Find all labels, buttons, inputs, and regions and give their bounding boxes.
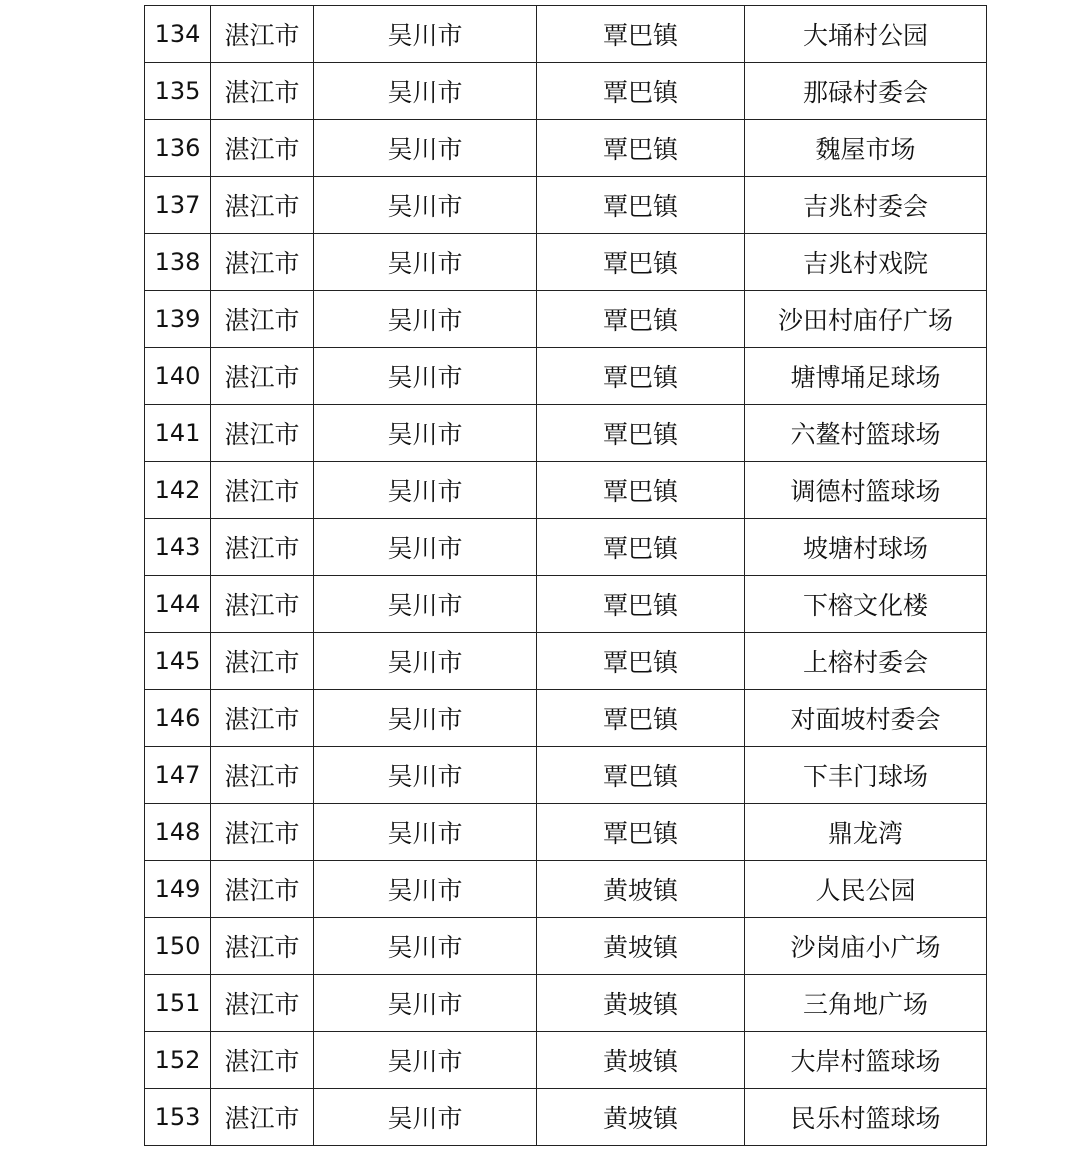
cell-city: 湛江市 <box>211 234 314 291</box>
cell-city: 湛江市 <box>211 1089 314 1146</box>
cell-town: 覃巴镇 <box>537 405 745 462</box>
cell-city: 湛江市 <box>211 690 314 747</box>
cell-site: 上榕村委会 <box>745 633 987 690</box>
table-row <box>145 519 987 576</box>
cell-city: 湛江市 <box>211 861 314 918</box>
cell-city: 湛江市 <box>211 1032 314 1089</box>
cell-site: 民乐村篮球场 <box>745 1089 987 1146</box>
cell-county: 吴川市 <box>314 1032 537 1089</box>
cell-number: 146 <box>145 690 211 747</box>
cell-town: 覃巴镇 <box>537 6 745 63</box>
cell-site: 那碌村委会 <box>745 63 987 120</box>
cell-city: 湛江市 <box>211 6 314 63</box>
cell-city: 湛江市 <box>211 291 314 348</box>
cell-city: 湛江市 <box>211 519 314 576</box>
cell-town: 覃巴镇 <box>537 120 745 177</box>
cell-site: 沙岗庙小广场 <box>745 918 987 975</box>
cell-town: 覃巴镇 <box>537 804 745 861</box>
table-row <box>145 690 987 747</box>
cell-city: 湛江市 <box>211 462 314 519</box>
cell-site: 坡塘村球场 <box>745 519 987 576</box>
table-row <box>145 6 987 63</box>
cell-county: 吴川市 <box>314 747 537 804</box>
table-row <box>145 120 987 177</box>
cell-town: 黄坡镇 <box>537 975 745 1032</box>
cell-county: 吴川市 <box>314 804 537 861</box>
cell-county: 吴川市 <box>314 576 537 633</box>
cell-county: 吴川市 <box>314 63 537 120</box>
cell-town: 覃巴镇 <box>537 291 745 348</box>
cell-number: 143 <box>145 519 211 576</box>
cell-city: 湛江市 <box>211 633 314 690</box>
cell-town: 覃巴镇 <box>537 576 745 633</box>
cell-number: 151 <box>145 975 211 1032</box>
cell-county: 吴川市 <box>314 348 537 405</box>
cell-city: 湛江市 <box>211 63 314 120</box>
cell-number: 153 <box>145 1089 211 1146</box>
table-row <box>145 462 987 519</box>
cell-city: 湛江市 <box>211 804 314 861</box>
table-row <box>145 1089 987 1146</box>
cell-city: 湛江市 <box>211 120 314 177</box>
cell-town: 覃巴镇 <box>537 63 745 120</box>
cell-town: 覃巴镇 <box>537 519 745 576</box>
cell-number: 135 <box>145 63 211 120</box>
cell-city: 湛江市 <box>211 747 314 804</box>
cell-county: 吴川市 <box>314 1089 537 1146</box>
cell-city: 湛江市 <box>211 918 314 975</box>
cell-number: 149 <box>145 861 211 918</box>
cell-number: 138 <box>145 234 211 291</box>
table-body <box>145 6 987 1146</box>
table-row <box>145 918 987 975</box>
cell-county: 吴川市 <box>314 975 537 1032</box>
cell-town: 覃巴镇 <box>537 177 745 234</box>
table-row <box>145 804 987 861</box>
cell-county: 吴川市 <box>314 690 537 747</box>
cell-county: 吴川市 <box>314 405 537 462</box>
cell-county: 吴川市 <box>314 519 537 576</box>
table-row <box>145 348 987 405</box>
cell-county: 吴川市 <box>314 633 537 690</box>
cell-site: 吉兆村委会 <box>745 177 987 234</box>
cell-town: 黄坡镇 <box>537 1089 745 1146</box>
cell-city: 湛江市 <box>211 975 314 1032</box>
table-row <box>145 861 987 918</box>
cell-site: 鼎龙湾 <box>745 804 987 861</box>
cell-site: 对面坡村委会 <box>745 690 987 747</box>
cell-town: 覃巴镇 <box>537 633 745 690</box>
cell-town: 覃巴镇 <box>537 348 745 405</box>
cell-number: 139 <box>145 291 211 348</box>
table-row <box>145 234 987 291</box>
table-row <box>145 747 987 804</box>
cell-number: 150 <box>145 918 211 975</box>
cell-town: 覃巴镇 <box>537 462 745 519</box>
cell-county: 吴川市 <box>314 291 537 348</box>
cell-city: 湛江市 <box>211 348 314 405</box>
table-row <box>145 291 987 348</box>
table-row <box>145 633 987 690</box>
cell-site: 吉兆村戏院 <box>745 234 987 291</box>
cell-town: 黄坡镇 <box>537 861 745 918</box>
cell-city: 湛江市 <box>211 405 314 462</box>
cell-number: 144 <box>145 576 211 633</box>
cell-number: 152 <box>145 1032 211 1089</box>
table-row <box>145 177 987 234</box>
cell-site: 大岸村篮球场 <box>745 1032 987 1089</box>
cell-number: 147 <box>145 747 211 804</box>
cell-site: 魏屋市场 <box>745 120 987 177</box>
cell-site: 塘博埇足球场 <box>745 348 987 405</box>
cell-town: 覃巴镇 <box>537 690 745 747</box>
cell-county: 吴川市 <box>314 120 537 177</box>
cell-county: 吴川市 <box>314 462 537 519</box>
cell-county: 吴川市 <box>314 861 537 918</box>
venue-table <box>144 5 987 1146</box>
cell-site: 六鳌村篮球场 <box>745 405 987 462</box>
cell-county: 吴川市 <box>314 6 537 63</box>
cell-number: 141 <box>145 405 211 462</box>
cell-number: 136 <box>145 120 211 177</box>
cell-city: 湛江市 <box>211 177 314 234</box>
table-row <box>145 576 987 633</box>
cell-site: 人民公园 <box>745 861 987 918</box>
cell-site: 沙田村庙仔广场 <box>745 291 987 348</box>
table-row <box>145 405 987 462</box>
cell-county: 吴川市 <box>314 177 537 234</box>
cell-site: 下丰门球场 <box>745 747 987 804</box>
cell-site: 大埇村公园 <box>745 6 987 63</box>
cell-town: 黄坡镇 <box>537 1032 745 1089</box>
cell-county: 吴川市 <box>314 234 537 291</box>
cell-county: 吴川市 <box>314 918 537 975</box>
table-row <box>145 1032 987 1089</box>
cell-town: 覃巴镇 <box>537 747 745 804</box>
cell-town: 黄坡镇 <box>537 918 745 975</box>
cell-number: 148 <box>145 804 211 861</box>
cell-town: 覃巴镇 <box>537 234 745 291</box>
table-row <box>145 975 987 1032</box>
cell-number: 142 <box>145 462 211 519</box>
cell-number: 134 <box>145 6 211 63</box>
cell-city: 湛江市 <box>211 576 314 633</box>
cell-site: 调德村篮球场 <box>745 462 987 519</box>
table-row <box>145 63 987 120</box>
cell-number: 140 <box>145 348 211 405</box>
cell-site: 下榕文化楼 <box>745 576 987 633</box>
cell-number: 137 <box>145 177 211 234</box>
cell-number: 145 <box>145 633 211 690</box>
cell-site: 三角地广场 <box>745 975 987 1032</box>
